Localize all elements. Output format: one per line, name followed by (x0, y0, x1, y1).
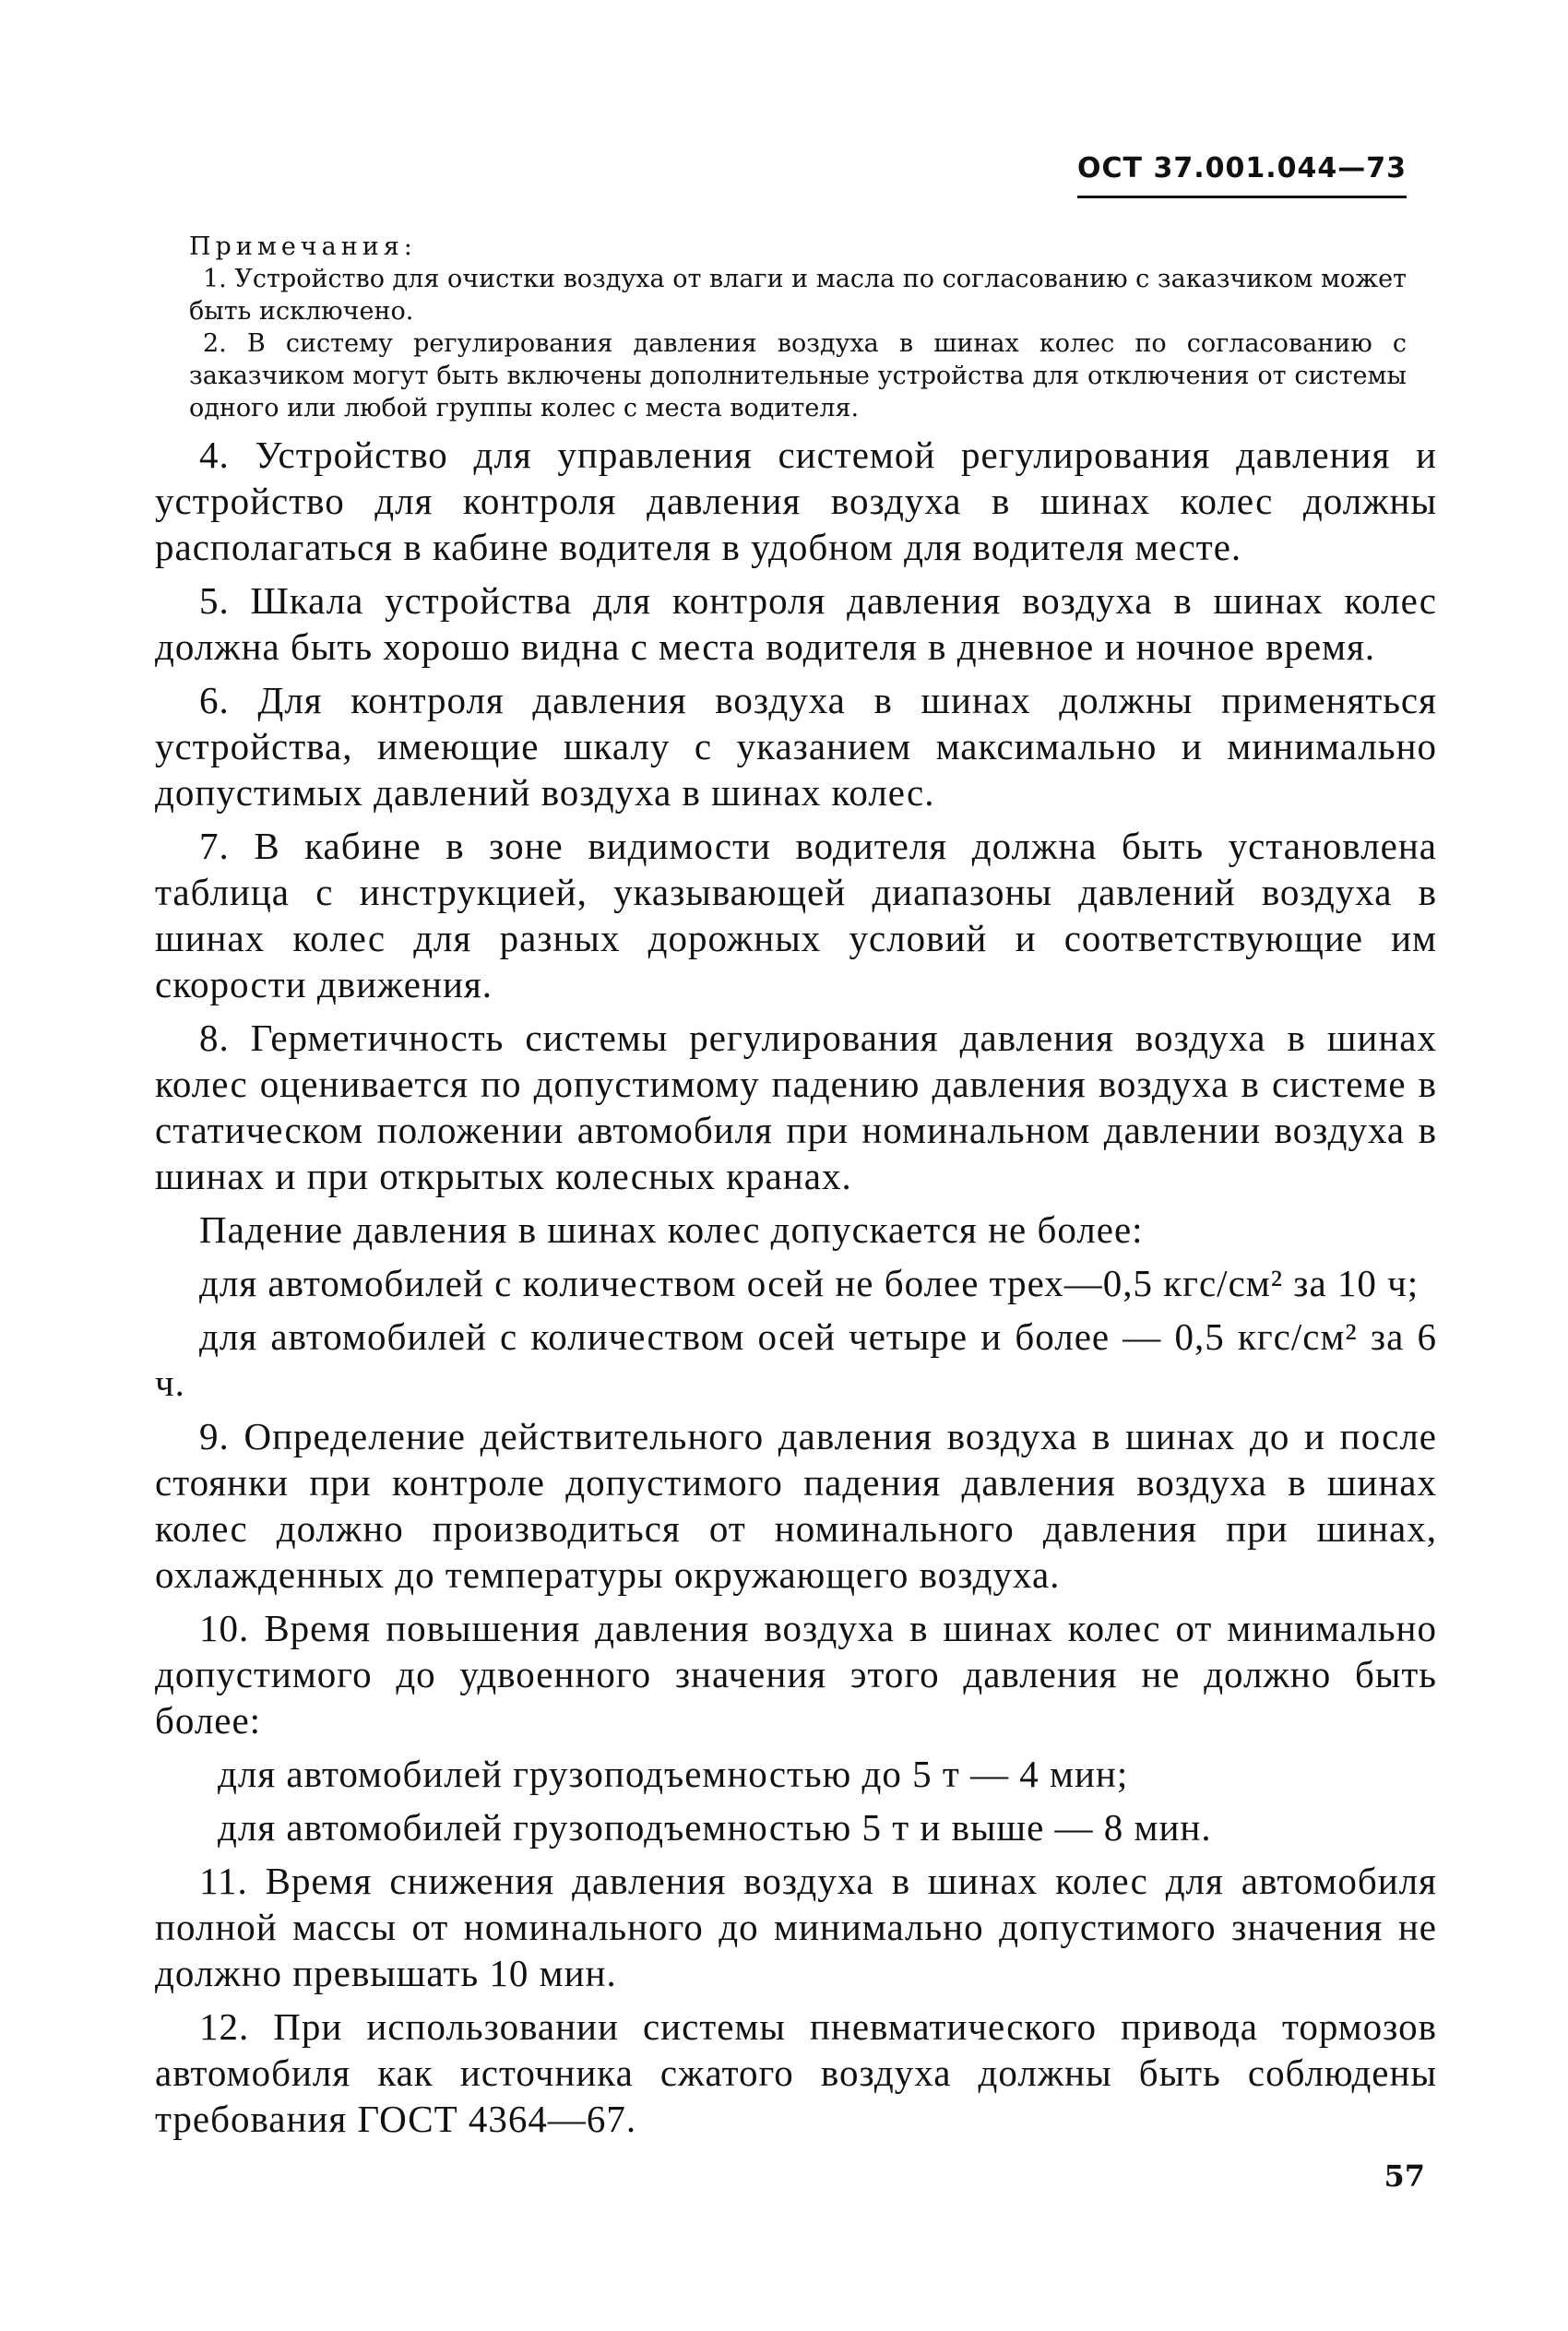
paragraph-6: 6. Для контроля давления воздуха в шинах должны применяться устройства, имеющие шкалу с указанием максимально и минимально допустимых давлений воздуха в шинах колес. (155, 679, 1437, 814)
note-item-2: 2. В систему регулирования давления воздуха в шинах колес по согласованию с заказчиком могут быть включены дополнительные устройства для отключения от системы одного или любой группы колес с места водителя. (189, 329, 1407, 422)
paragraph-4: 4. Устройство для управления системой регулирования давления и устройство для контроля давления воздуха в шинах колес должны располагаться в кабине водителя в удобном для водителя месте. (155, 434, 1437, 568)
page-number: 57 (1384, 2159, 1425, 2194)
notes-section (189, 231, 1407, 424)
paragraph-7: 7. В кабине в зоне видимости водителя должна быть установлена таблица с инструкцией, указывающей диапазоны давлений воздуха в шинах колес для разных дорожных условий и соответствующие им скорости движения. (155, 825, 1437, 1005)
pressure-drop-four-axles: для автомобилей с количеством осей четыре и более — 0,5 кгс/см² за 6 ч. (155, 1315, 1437, 1404)
notes-title: Примечания: (189, 232, 417, 261)
paragraph-10: 10. Время повышения давления воздуха в шинах колес от минимально допустимого до удвоенного значения этого давления не должно быть более: (155, 1607, 1437, 1742)
pressure-drop-three-axles: для автомобилей с количеством осей не более трех—0,5 кгс/см² за 10 ч; (199, 1262, 1420, 1304)
note-item-1: 1. Устройство для очистки воздуха от влаги и масла по согласованию с заказчиком может быть исключено. (189, 265, 1407, 326)
document-code: ОСТ 37.001.044—73 (1077, 152, 1407, 198)
paragraph-5: 5. Шкала устройства для контроля давления воздуха в шинах колес должна быть хорошо видна с места водителя в дневное и ночное время. (155, 579, 1437, 668)
paragraph-9: 9. Определение действительного давления воздуха в шинах до и после стоянки при контроле допустимого падения давления воздуха в шинах колес должно производиться от номинального давления при шинах, охлажденных до температуры окружающего воздуха. (155, 1415, 1437, 1596)
pressure-drop-intro: Падение давления в шинах колес допускается не более: (199, 1208, 1144, 1251)
paragraph-11: 11. Время снижения давления воздуха в шинах колес для автомобиля полной массы от номинального до минимально допустимого значения не должно превышать 10 мин. (155, 1860, 1437, 1994)
inflation-time-under-5t: для автомобилей грузоподъемностью до 5 т — 4 мин; (218, 1753, 1129, 1795)
inflation-time-5t-and-above: для автомобилей грузоподъемностью 5 т и выше — 8 мин. (218, 1806, 1212, 1849)
paragraph-12: 12. При использовании системы пневматического привода тормозов автомобиля как источника сжатого воздуха должны быть соблюдены требования ГОСТ 4364—67. (155, 2005, 1437, 2140)
main-text (155, 432, 1437, 2149)
paragraph-8: 8. Герметичность системы регулирования давления воздуха в шинах колес оценивается по допустимому падению давления воздуха в системе в статическом положении автомобиля при номинальном давлении воздуха в шинах и при открытых колесных кранах. (155, 1017, 1437, 1197)
